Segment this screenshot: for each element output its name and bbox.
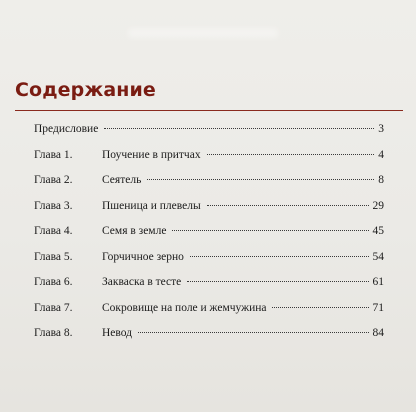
- dot-leader: [207, 205, 369, 206]
- entry-title: Предисловие: [34, 123, 99, 135]
- toc-entry-chapter-5: [34, 251, 384, 277]
- contents-heading: Содержание: [15, 79, 156, 101]
- dot-leader: [187, 281, 368, 282]
- page-number: 54: [372, 250, 384, 263]
- toc-entry-chapter-2: [34, 174, 384, 200]
- dot-leader: [104, 128, 374, 129]
- entry-title: Поучение в притчах: [102, 148, 201, 161]
- chapter-label: Глава 4.: [34, 225, 73, 237]
- toc-entry-chapter-6: [34, 276, 384, 302]
- table-of-contents: [34, 123, 384, 353]
- chapter-label: Глава 7.: [34, 301, 73, 314]
- page-number: 3: [378, 123, 384, 135]
- chapter-label: Глава 8.: [34, 327, 73, 339]
- toc-entry-preface: [34, 123, 384, 149]
- toc-entry-chapter-8: [34, 327, 384, 353]
- bleed-through-text: [128, 28, 278, 38]
- chapter-label: Глава 3.: [34, 199, 73, 212]
- entry-title: Сеятель: [102, 174, 142, 186]
- entry-title: Закваска в тесте: [102, 276, 182, 288]
- dot-leader: [207, 154, 375, 155]
- page-number: 45: [372, 225, 384, 237]
- dot-leader: [190, 256, 369, 257]
- entry-title: Горчичное зерно: [102, 250, 184, 263]
- toc-entry-chapter-4: [34, 225, 384, 251]
- entry-title: Пшеница и плевелы: [102, 199, 201, 212]
- chapter-label: Глава 1.: [34, 148, 73, 161]
- dot-leader: [138, 332, 368, 333]
- heading-underline: [15, 110, 403, 111]
- chapter-label: Глава 5.: [34, 250, 73, 263]
- entry-title: Семя в земле: [102, 225, 167, 237]
- page-number: 29: [372, 199, 384, 212]
- dot-leader: [172, 230, 368, 231]
- page-number: 4: [378, 148, 384, 161]
- page-number: 8: [378, 174, 384, 186]
- chapter-label: Глава 2.: [34, 174, 73, 186]
- page-number: 61: [372, 276, 384, 288]
- chapter-label: Глава 6.: [34, 276, 73, 288]
- dot-leader: [272, 307, 368, 308]
- toc-entry-chapter-7: [34, 302, 384, 328]
- dot-leader: [147, 179, 374, 180]
- toc-entry-chapter-3: [34, 200, 384, 226]
- entry-title: Сокровище на поле и жемчужина: [102, 301, 267, 314]
- page-number: 71: [372, 301, 384, 314]
- toc-entry-chapter-1: [34, 149, 384, 175]
- entry-title: Невод: [102, 327, 133, 339]
- page-number: 84: [372, 327, 384, 339]
